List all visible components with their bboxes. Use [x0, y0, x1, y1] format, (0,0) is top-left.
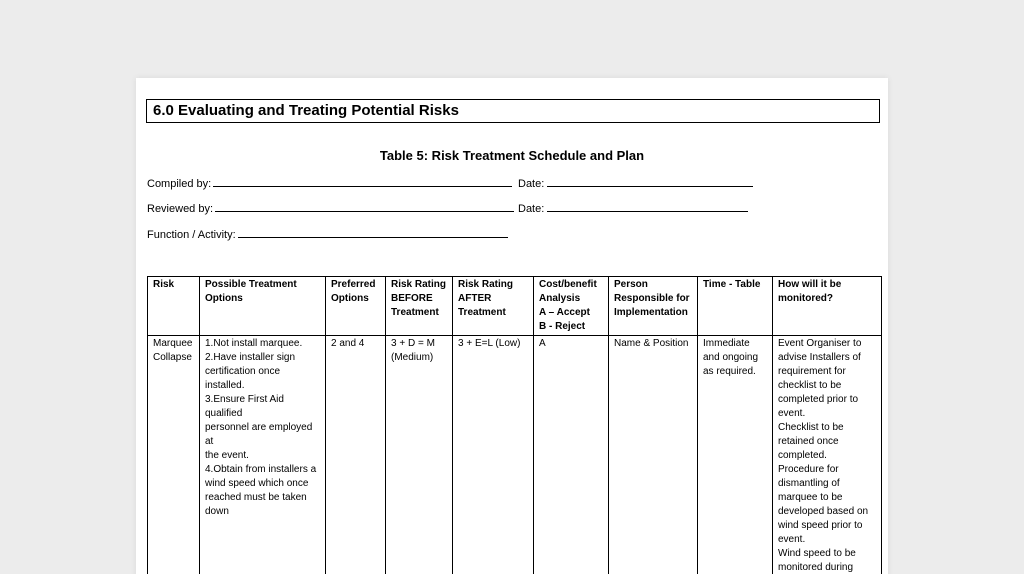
cell-line: 1.Not install marquee.: [205, 338, 303, 349]
cell-monitoring: [773, 336, 882, 574]
cell-line: down: [205, 506, 229, 517]
compiled-by-field: [147, 177, 512, 190]
cell-line: requirement for: [778, 366, 846, 377]
header-monitoring: How will it be monitored?: [773, 277, 882, 336]
header-rating-after: Risk Rating AFTER Treatment: [453, 277, 534, 336]
header-treatment-options: Possible Treatment Options: [200, 277, 326, 336]
cell-line: advise Installers of: [778, 352, 861, 363]
header-person-responsible: Person Responsible for Implementation: [609, 277, 698, 336]
cell-line: 2.Have installer sign: [205, 352, 296, 363]
cell-line: monitored during: [778, 562, 854, 573]
header-risk: Risk: [148, 277, 200, 336]
cell-preferred-options: [326, 336, 386, 574]
cell-line: personnel are employed at: [205, 422, 313, 447]
cell-line: Marquee: [153, 338, 193, 349]
header-timetable: Time - Table: [698, 277, 773, 336]
cell-line: 3 + D = M: [391, 338, 435, 349]
cell-line: completed prior to: [778, 394, 859, 405]
date-field-2: [518, 202, 748, 215]
function-activity-line: [238, 228, 508, 238]
cell-line: 4.Obtain from installers a: [205, 464, 317, 475]
cell-line: retained once: [778, 436, 839, 447]
cell-line: A: [539, 338, 546, 349]
header-preferred-options: Preferred Options: [326, 277, 386, 336]
function-activity-label: Function / Activity:: [147, 229, 236, 241]
cell-line: developed based on: [778, 506, 869, 517]
header-cost-benefit: Cost/benefit Analysis A – Accept B - Reject: [534, 277, 609, 336]
cell-line: Immediate: [703, 338, 750, 349]
function-activity-field: [147, 228, 508, 241]
cell-line: Checklist to be: [778, 422, 844, 433]
cell-risk: [148, 336, 200, 574]
risk-treatment-table: [147, 276, 882, 574]
date-label-1: Date:: [518, 178, 545, 190]
cell-line: wind speed prior to: [778, 520, 863, 531]
document-page: [136, 78, 888, 574]
date-field-1: [518, 177, 753, 190]
cell-timetable: [698, 336, 773, 574]
reviewed-by-label: Reviewed by:: [147, 203, 214, 215]
cell-line: completed.: [778, 450, 827, 461]
cell-line: 3.Ensure First Aid qualified: [205, 394, 284, 419]
cell-line: Procedure for: [778, 464, 839, 475]
cell-line: 3 + E=L (Low): [458, 338, 521, 349]
cell-line: dismantling of: [778, 478, 840, 489]
header-rating-before: Risk Rating BEFORE Treatment: [386, 277, 453, 336]
cell-line: marquee to be: [778, 492, 843, 503]
cell-treatment-options: [200, 336, 326, 574]
date-line-2: [547, 202, 748, 212]
compiled-by-label: Compiled by:: [147, 178, 212, 190]
cell-line: certification once: [205, 366, 281, 377]
cell-line: reached must be taken: [205, 492, 307, 503]
cell-person-responsible: [609, 336, 698, 574]
date-label-2: Date:: [518, 203, 545, 215]
cell-line: Wind speed to be: [778, 548, 856, 559]
table-row: [148, 336, 882, 574]
cell-rating-before: [386, 336, 453, 574]
cell-cost-benefit: [534, 336, 609, 574]
reviewed-by-line: [215, 202, 514, 212]
compiled-by-line: [213, 177, 512, 187]
date-line-1: [547, 177, 753, 187]
cell-line: as required.: [703, 366, 756, 377]
reviewed-by-field: [147, 202, 514, 215]
cell-rating-after: [453, 336, 534, 574]
cell-line: the event.: [205, 450, 249, 461]
cell-line: (Medium): [391, 352, 434, 363]
cell-line: event.: [778, 408, 806, 419]
table-title: Table 5: Risk Treatment Schedule and Plan: [379, 148, 645, 163]
cell-line: installed.: [205, 380, 245, 391]
cell-line: Collapse: [153, 352, 192, 363]
cell-line: wind speed which once: [205, 478, 309, 489]
cell-line: event.: [778, 534, 806, 545]
cell-line: Name & Position: [614, 338, 689, 349]
cell-line: 2 and 4: [331, 338, 365, 349]
table-header-row: [148, 277, 882, 336]
cell-line: and ongoing: [703, 352, 759, 363]
cell-line: checklist to be: [778, 380, 842, 391]
cell-line: Event Organiser to: [778, 338, 862, 349]
section-heading: 6.0 Evaluating and Treating Potential Risks: [146, 99, 880, 123]
